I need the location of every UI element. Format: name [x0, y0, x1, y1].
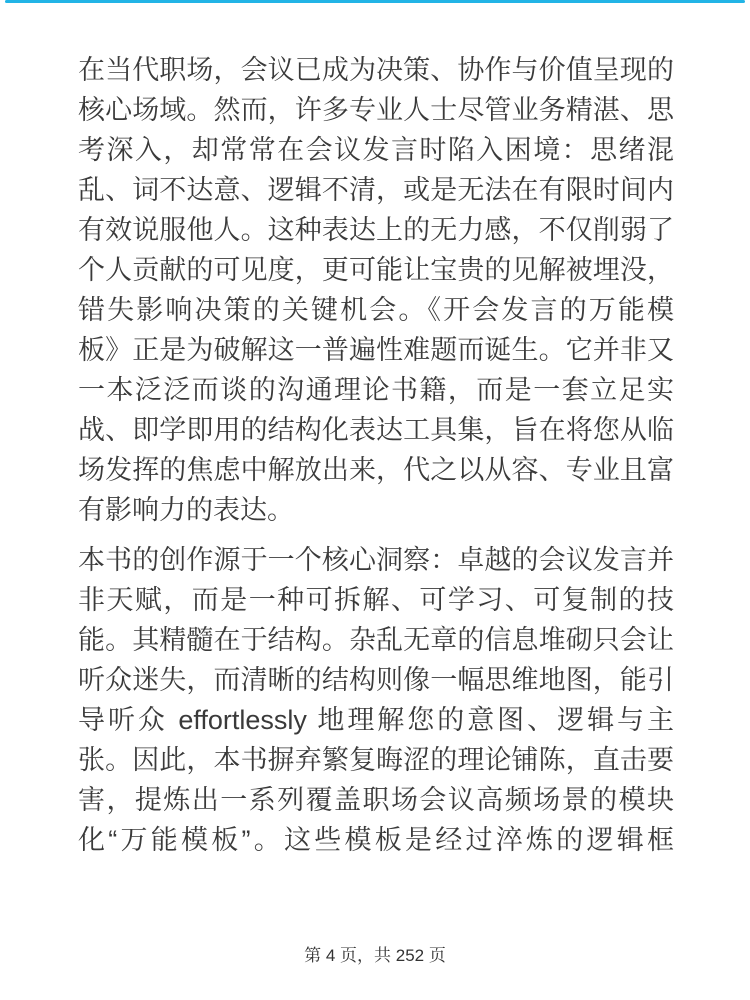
text-line: 张。因此，本书摒弃繁复晦涩的理论铺陈，直击要	[78, 745, 674, 775]
page-indicator: 第 4 页，共 252 页	[304, 946, 446, 965]
text-line: 有影响力的表达。	[78, 495, 294, 525]
text-line: 一本泛泛而谈的沟通理论书籍，而是一套立足实	[78, 375, 674, 405]
text-line: 导听众 effortlessly 地理解您的意图、逻辑与主	[78, 705, 674, 735]
page-content	[78, 50, 674, 860]
text-line: 个人贡献的可见度，更可能让宝贵的见解被埋没，	[78, 255, 674, 285]
text-line: 听众迷失，而清晰的结构则像一幅思维地图，能引	[78, 665, 674, 695]
paragraph-1	[78, 50, 674, 530]
text-line: 有效说服他人。这种表达上的无力感，不仅削弱了	[78, 215, 674, 245]
text-line: 在当代职场，会议已成为决策、协作与价值呈现的	[78, 55, 674, 85]
text-line: 错失影响决策的关键机会。《开会发言的万能模	[78, 295, 674, 325]
text-line: 化“万能模板”。这些模板是经过淬炼的逻辑框	[78, 825, 674, 855]
reading-progress-bar	[5, 0, 745, 3]
text-line: 能。其精髓在于结构。杂乱无章的信息堆砌只会让	[78, 625, 674, 655]
text-line: 板》正是为破解这一普遍性难题而诞生。它并非又	[78, 335, 674, 365]
text-line: 非天赋，而是一种可拆解、可学习、可复制的技	[78, 585, 674, 615]
text-line: 乱、词不达意、逻辑不清，或是无法在有限时间内	[78, 175, 674, 205]
text-line: 战、即学即用的结构化表达工具集，旨在将您从临	[78, 415, 674, 445]
text-line: 考深入，却常常在会议发言时陷入困境：思绪混	[78, 135, 674, 165]
text-line: 害，提炼出一系列覆盖职场会议高频场景的模块	[78, 785, 674, 815]
text-line: 场发挥的焦虑中解放出来，代之以从容、专业且富	[78, 455, 674, 485]
paragraph-2	[78, 540, 674, 860]
text-line: 核心场域。然而，许多专业人士尽管业务精湛、思	[78, 95, 674, 125]
text-line: 本书的创作源于一个核心洞察：卓越的会议发言并	[78, 545, 674, 575]
page-footer	[0, 944, 750, 968]
